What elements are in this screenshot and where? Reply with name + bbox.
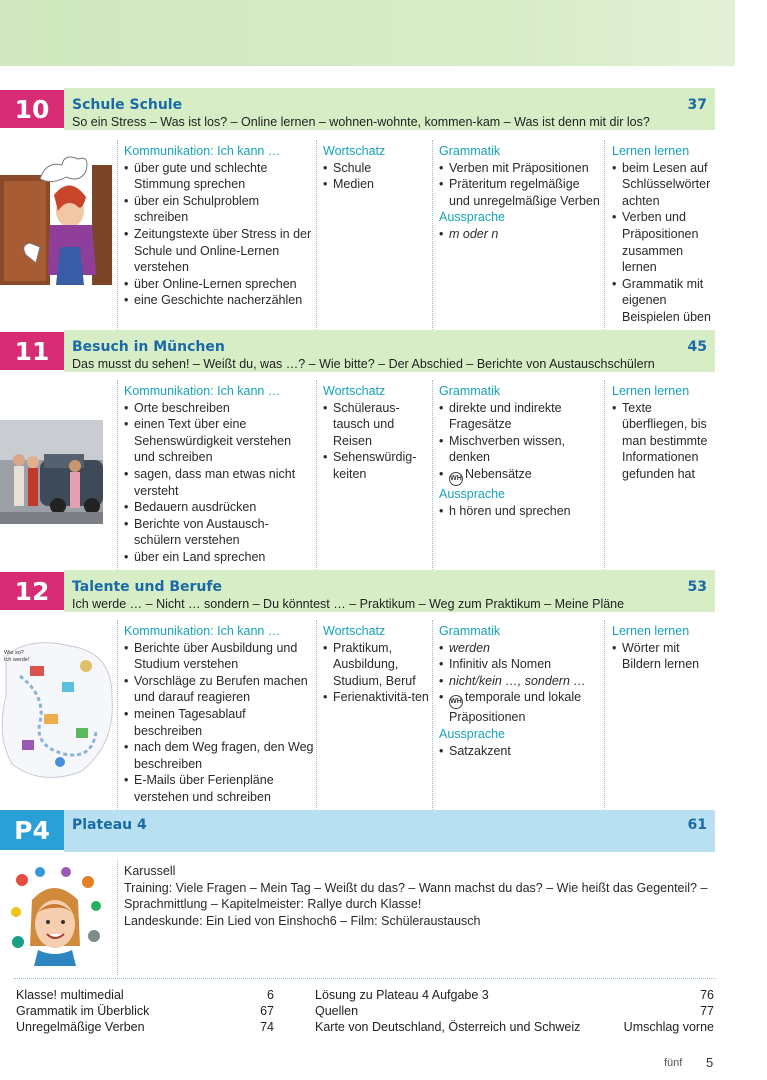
list-item: • Präteritum regelmäßige und unregelmäßige Verben [439,176,603,209]
plateau-line: Training: Viele Fragen – Mein Tag – Weißt du das? – Wann machst du das? – Wie heißt das Gegenteil? – [124,880,708,895]
list-item: • Zeitungstexte über Stress in der Schule und Online-Lernen verstehen [124,226,314,276]
column-divider [316,620,317,810]
list-item: • Satzakzent [439,743,603,760]
column-divider [316,140,317,332]
list-item: • m oder n [439,226,603,243]
list-item: • h hören und sprechen [439,503,603,520]
unit-page-number: 37 [687,97,707,113]
list-item: • direkte und indirekte Fragesätze [439,400,603,433]
unit-page-number: 45 [687,339,707,355]
list-item: • Bedauern ausdrücken [124,499,314,516]
plateau-page-number: 61 [687,817,707,833]
unit-number-badge: 10 [0,90,64,128]
list-item: • Mischverben wissen, denken [439,433,603,466]
unit-10-grammatik [439,143,603,243]
index-item[interactable]: Grammatik im Überblick [16,1004,150,1018]
list-item: • Schule [323,160,429,177]
list-item: • Orte beschreiben [124,400,314,417]
unit-title: Schule Schule [72,97,183,113]
list-item: • Wörter mit Bildern lernen [612,640,716,673]
unit-subtitle: Ich werde … – Nicht … sondern – Du könntest … – Praktikum – Weg zum Praktikum – Meine Pläne [72,597,625,611]
column-divider [604,380,605,572]
plateau-4 [0,808,767,856]
list-item: • werden [439,640,603,657]
unit-subtitle: Das musst du sehen! – Weißt du, was …? – Wie bitte? – Der Abschied – Berichte von Austauschschülern [72,357,655,371]
wh-icon: WH [449,695,463,709]
unit-page-number: 53 [687,579,707,595]
kommunikation-heading: Kommunikation: Ich kann … [124,144,281,158]
unit-12-grammatik [439,623,603,759]
list-item: • Schüleraus-tausch und Reisen [323,400,429,450]
list-item: • Grammatik mit eigenen Beispielen üben [612,276,716,326]
kommunikation-heading: Kommunikation: Ich kann … [124,384,281,398]
footer-divider [14,978,716,979]
unit-12-wortschatz [323,623,429,706]
column-divider [117,860,118,975]
unit-11-photo [0,420,103,524]
list-item: • Berichte von Austausch-schülern verstehen [124,516,314,549]
index-item[interactable]: Karte von Deutschland, Österreich und Schweiz [315,1020,581,1034]
column-divider [117,620,118,810]
lernen-heading: Lernen lernen [612,624,690,638]
plateau-line: Sprachmittlung – Kapitelmeister: Rallye durch Klasse! [124,897,422,912]
lernen-heading: Lernen lernen [612,144,690,158]
unit-number-badge: 12 [0,572,64,610]
list-item: • Texte überfliegen, bis man bestimmte Informationen gefunden hat [612,400,716,483]
list-item: • nicht/kein …, sondern … [439,673,603,690]
aussprache-heading: Aussprache [439,726,506,741]
list-item: • meinen Tagesablauf beschreiben [124,706,314,739]
plateau-header-bar [64,810,715,852]
kommunikation-heading: Kommunikation: Ich kann … [124,624,281,638]
unit-10-kommunikation [124,143,314,309]
column-divider [432,140,433,332]
index-item[interactable]: Klasse! multimedial [16,988,124,1002]
aussprache-heading: Aussprache [439,486,506,501]
plateau-girl-illustration [10,866,102,966]
index-page: Umschlag vorne [623,1020,714,1034]
list-item: • über gute und schlechte Stimmung sprechen [124,160,314,193]
plateau-line: Landeskunde: Ein Lied von Einshoch6 – Film: Schüleraustausch [124,913,481,928]
list-item: • Verben und Präpositionen zusammen lernen [612,209,716,275]
unit-11-kommunikation [124,383,314,566]
index-page: 6 [267,988,274,1002]
wh-icon: WH [449,472,463,486]
index-item[interactable]: Unregelmäßige Verben [16,1020,145,1034]
unit-12-lernen [612,623,716,673]
list-item: • Vorschläge zu Berufen machen und darauf reagieren [124,673,314,706]
unit-11 [0,330,767,370]
column-divider [316,380,317,572]
unit-11-wortschatz [323,383,429,483]
list-item: • über ein Schulproblem schreiben [124,193,314,226]
unit-10-illustration [0,155,112,285]
grammatik-heading: Grammatik [439,384,501,398]
list-item: • eine Geschichte nacherzählen [124,292,314,309]
index-page: 76 [700,988,714,1002]
column-divider [432,380,433,572]
top-color-band [0,0,735,66]
map-note: Wie so? Ich werde! [4,650,30,663]
unit-10-wortschatz [323,143,429,193]
index-page: 77 [700,1004,714,1018]
unit-11-grammatik [439,383,603,519]
list-item: • Medien [323,176,429,193]
index-page: 74 [260,1020,274,1034]
wortschatz-heading: Wortschatz [323,144,386,158]
list-item: • über Online-Lernen sprechen [124,276,314,293]
unit-12-map-illustration [0,636,116,784]
plateau-badge: P4 [0,810,64,850]
index-item[interactable]: Quellen [315,1004,359,1018]
aussprache-heading: Aussprache [439,210,506,225]
list-item: • E-Mails über Ferienpläne verstehen und schreiben [124,772,314,805]
lernen-heading: Lernen lernen [612,384,690,398]
unit-title: Besuch in München [72,339,225,355]
list-item: • nach dem Weg fragen, den Weg beschreiben [124,739,314,772]
index-item[interactable]: Lösung zu Plateau 4 Aufgabe 3 [315,988,489,1002]
page-word: fünf [664,1057,683,1069]
plateau-line: Karussell [124,864,176,878]
unit-11-lernen [612,383,716,483]
column-divider [117,140,118,332]
unit-12 [0,570,767,610]
list-item: • Berichte über Ausbildung und Studium verstehen [124,640,314,673]
list-item: • Ferienaktivitä-ten [323,689,429,706]
grammatik-heading: Grammatik [439,624,501,638]
list-item: • über ein Land sprechen [124,549,314,566]
plateau-title: Plateau 4 [72,817,147,833]
list-item: • sagen, dass man etwas nicht versteht [124,466,314,499]
column-divider [604,140,605,332]
grammatik-heading: Grammatik [439,144,501,158]
column-divider [604,620,605,810]
unit-12-kommunikation [124,623,314,806]
wortschatz-heading: Wortschatz [323,624,386,638]
list-item: • WH temporale und lokale Präpositionen [439,689,603,726]
plateau-content [124,863,724,929]
list-item: • Praktikum, Ausbildung, Studium, Beruf [323,640,429,690]
unit-subtitle: So ein Stress – Was ist los? – Online lernen – wohnen-wohnte, kommen-kam – Was ist denn mit dir los? [72,115,650,129]
wortschatz-heading: Wortschatz [323,384,386,398]
list-item: • beim Lesen auf Schlüsselwörter achten [612,160,716,210]
page-number: 5 [706,1055,714,1070]
index-page: 67 [260,1004,274,1018]
unit-title: Talente und Berufe [72,579,222,595]
list-item: • WH Nebensätze [439,466,603,486]
list-item: • Infinitiv als Nomen [439,656,603,673]
column-divider [117,380,118,572]
list-item: • einen Text über eine Sehenswürdigkeit verstehen und schreiben [124,416,314,466]
unit-number-badge: 11 [0,332,64,370]
list-item: • Sehenswürdig-keiten [323,449,429,482]
list-item: • Verben mit Präpositionen [439,160,603,177]
column-divider [432,620,433,810]
unit-10-lernen [612,143,716,326]
